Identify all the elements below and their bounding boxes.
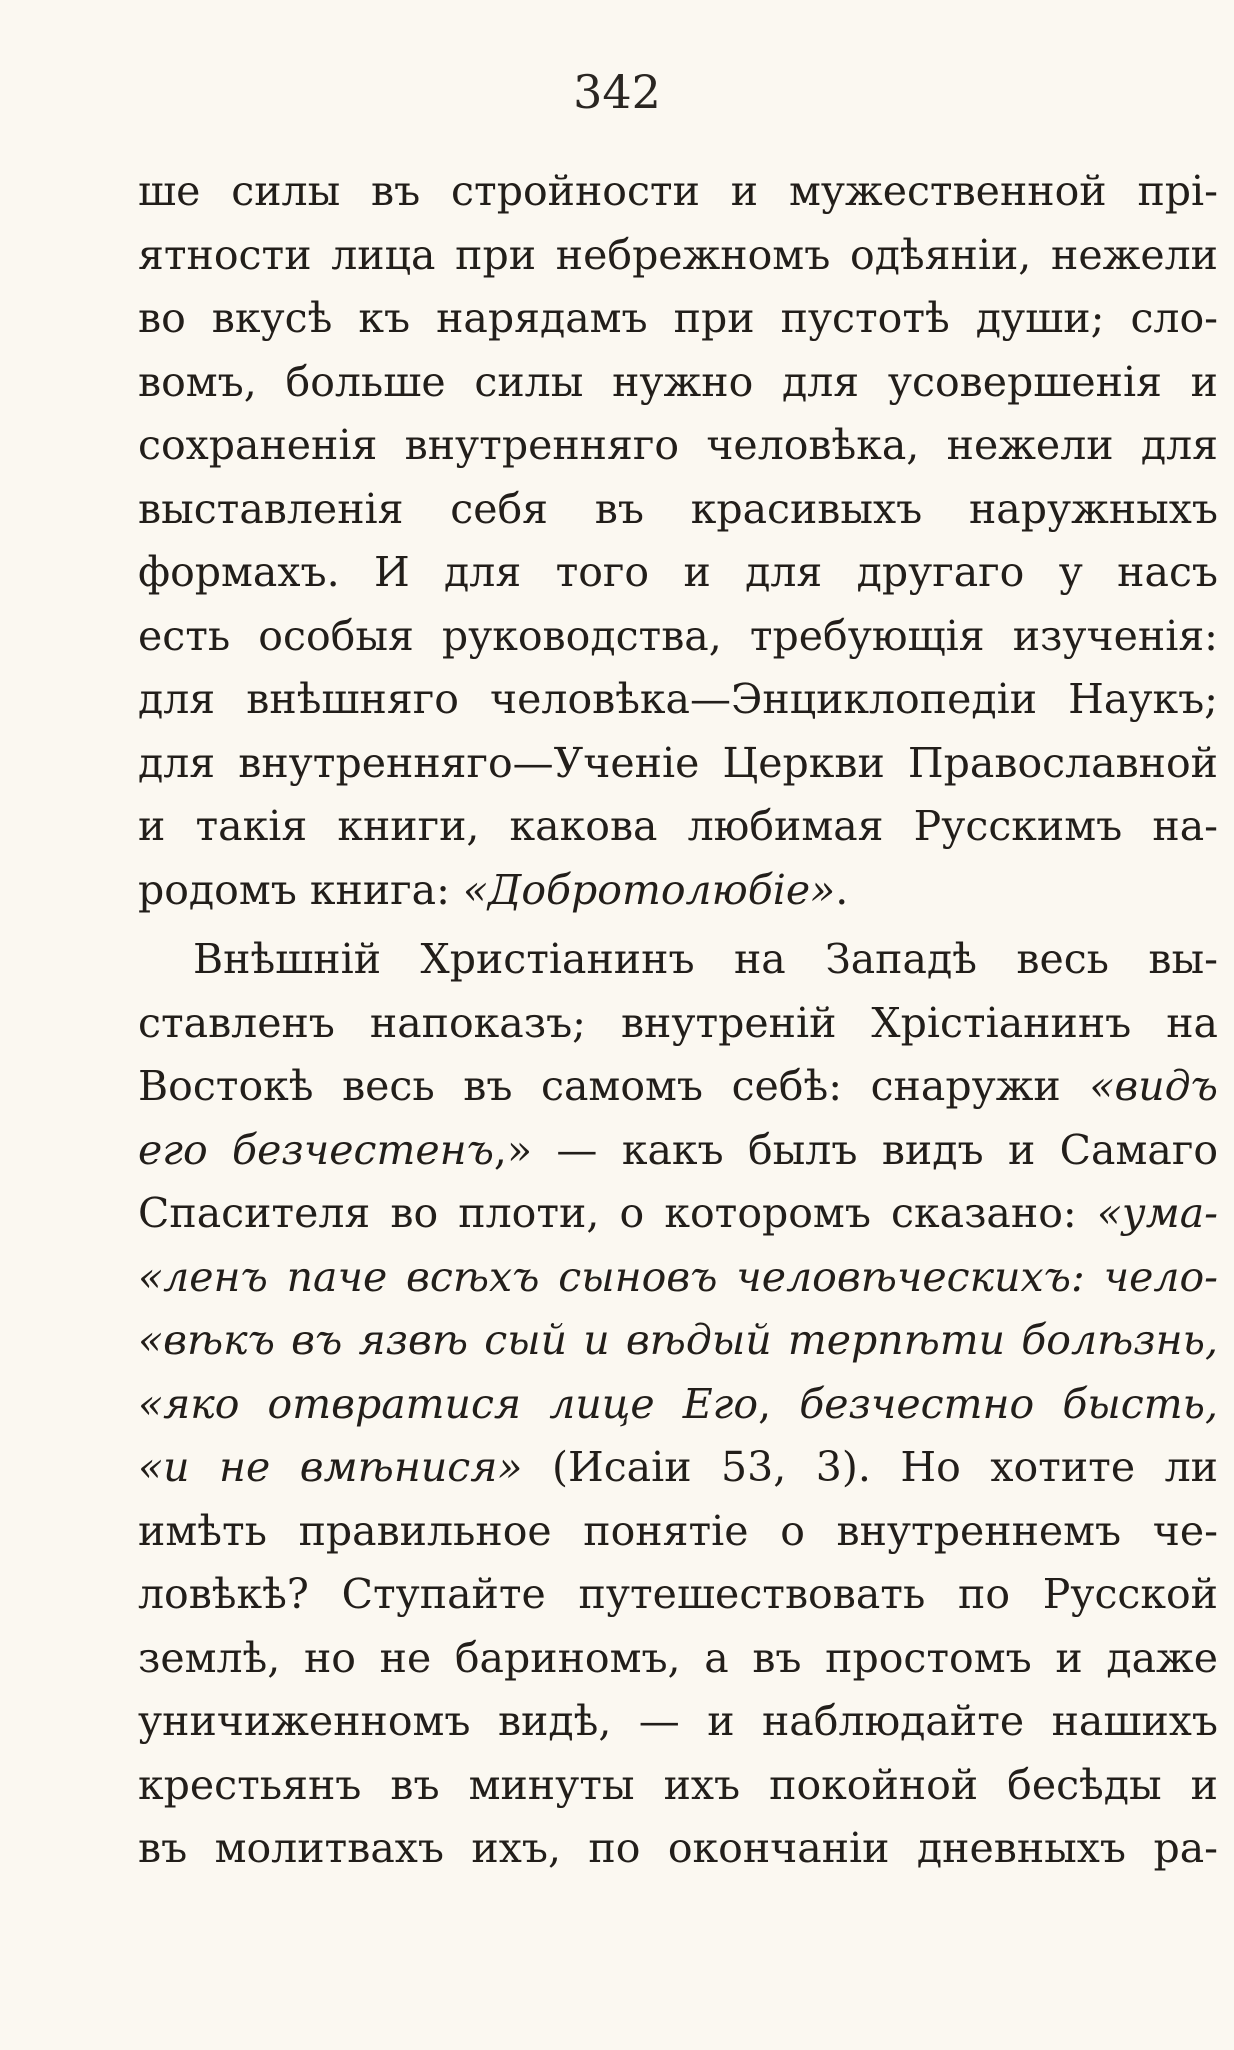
text-line: есть особыя руководства, требующія изученія: xyxy=(138,611,1218,660)
quote-italic: «яко отвратися лице Его xyxy=(138,1379,759,1428)
quote-line-italic: «ленъ паче всѣхъ сыновъ человѣческихъ: чело- xyxy=(138,1252,1218,1301)
quote-italic: «и не вмѣнися» xyxy=(138,1443,523,1491)
text-line: во вкусѣ къ нарядамъ при пустотѣ души; сло- xyxy=(138,294,1218,342)
text-run: , xyxy=(758,1379,800,1428)
text-line: имѣть правильное понятіе о внутреннемъ че- xyxy=(138,1506,1218,1555)
text-line: уничиженномъ видѣ, — и наблюдайте нашихъ xyxy=(138,1697,1218,1745)
text-line: и такія книги, какова любимая Русскимъ на- xyxy=(138,802,1218,850)
text-run: (Исаіи 53, 3). Но хотите ли xyxy=(522,1443,1218,1491)
text-line xyxy=(138,1055,1218,1119)
text-line: ятности лица при небрежномъ одѣяніи, нежели xyxy=(138,230,1218,279)
text-run: . xyxy=(835,865,849,914)
text-line: выставленія себя въ красивыхъ наружныхъ xyxy=(138,484,1218,533)
quote-italic: безчестно бысть, xyxy=(799,1379,1218,1428)
text-run: ,» — какъ былъ видъ и Самаго xyxy=(493,1125,1218,1174)
quote-line-italic: «вѣкъ въ язвѣ сый и вѣдый терпѣти болѣзнь, xyxy=(138,1316,1218,1364)
quote-italic: его безчестенъ xyxy=(138,1125,494,1174)
text-line: Внѣшній Христіанинъ на Западѣ весь вы- xyxy=(193,935,1218,983)
text-line xyxy=(138,1436,1218,1500)
quote-italic: «ума- xyxy=(1096,1189,1218,1237)
text-line xyxy=(138,859,1218,923)
text-line: формахъ. И для того и для другаго у насъ xyxy=(138,548,1218,596)
body-text xyxy=(138,160,1218,1881)
text-line: для внутренняго—Ученіе Церкви Православной xyxy=(138,738,1218,787)
text-run: Спасителя во плоти, о которомъ сказано: xyxy=(138,1189,1097,1237)
text-line: ставленъ напоказъ; внутреній Хрістіанинъ на xyxy=(138,998,1218,1047)
text-line xyxy=(138,1119,1218,1183)
quote-italic: «видъ xyxy=(1089,1062,1218,1110)
text-line: сохраненія внутренняго человѣка, нежели для xyxy=(138,421,1218,469)
text-line xyxy=(138,1373,1218,1437)
text-line: въ молитвахъ ихъ, по окончаніи дневныхъ ра- xyxy=(138,1824,1218,1872)
text-line: ше силы въ стройности и мужественной прі- xyxy=(138,167,1218,215)
book-title-italic: «Добротолюбіе» xyxy=(462,865,836,914)
text-line: крестьянъ въ минуты ихъ покойной бесѣды и xyxy=(138,1760,1218,1809)
page-number: 342 xyxy=(573,65,661,119)
text-line: для внѣшняго человѣка—Энциклопедіи Наукъ; xyxy=(138,675,1218,723)
text-line: землѣ, но не бариномъ, а въ простомъ и даже xyxy=(138,1633,1218,1682)
text-run: родомъ книга: xyxy=(138,865,463,914)
text-line: вомъ, больше силы нужно для усовершенія и xyxy=(138,357,1218,406)
text-line xyxy=(138,1182,1218,1246)
text-run: Востокѣ весь въ самомъ себѣ: снаружи xyxy=(138,1062,1090,1110)
text-line: ловѣкѣ? Ступайте путешествовать по Русской xyxy=(138,1570,1218,1618)
